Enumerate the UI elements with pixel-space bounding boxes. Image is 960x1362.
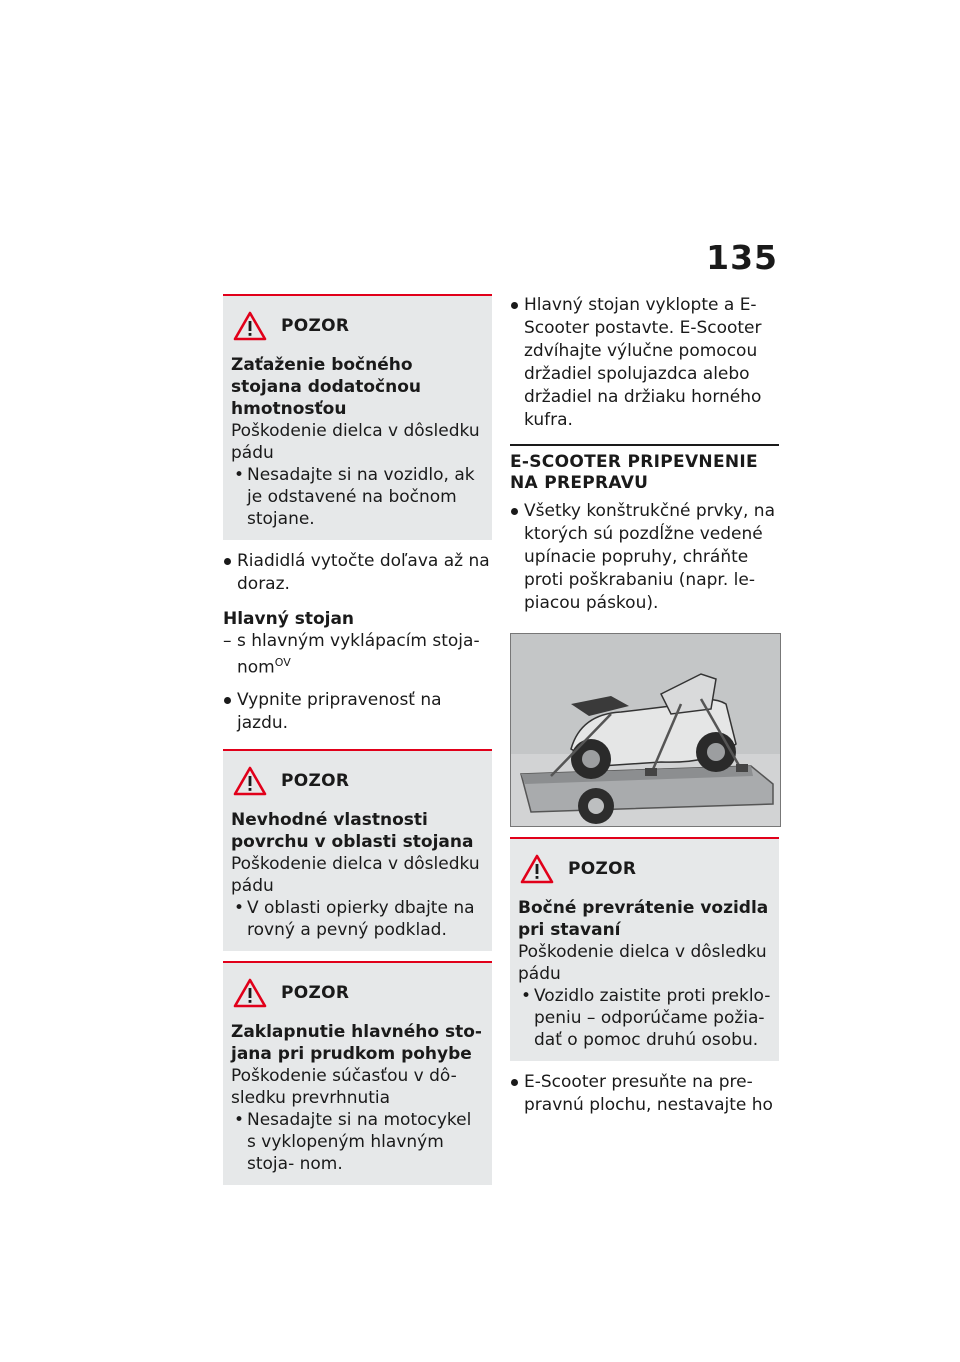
section-heading-transport: E-SCOOTER PRIPEVNENIE NA PREPRAVU	[510, 444, 779, 494]
warning-subtitle: Zaklapnutie hlavného sto- jana pri prudkom pohybe	[231, 1021, 482, 1064]
warning-item: • V oblasti opierky dbajte na rovný a pevný podklad.	[231, 897, 484, 941]
warning-label: POZOR	[281, 770, 350, 791]
warning-label: POZOR	[281, 316, 350, 336]
warning-box-surface	[223, 749, 492, 951]
warning-consequence: Poškodenie dielca v dôsledku pádu	[231, 853, 480, 896]
warning-item: • Nesadajte si na vozidlo, ak je odstavené na bočnom stojane.	[231, 464, 484, 530]
warning-consequence: Poškodenie dielca v dôsledku pádu	[518, 942, 767, 984]
warning-item: • Vozidlo zaistite proti preklo- peniu – odporúčame požia- dať o pomoc druhú osobu.	[518, 985, 771, 1051]
scooter-on-trailer-image	[510, 633, 781, 827]
instruction-step: E-Scooter presuňte na pre- pravnú plochu, nestavajte ho	[510, 1071, 779, 1117]
warning-label: POZOR	[568, 859, 637, 879]
option-superscript: OV	[274, 656, 291, 669]
instruction-step: Hlavný stojan vyklopte a E- Scooter postavte. E-Scooter zdvíhajte výlučne pomocou držadiel spolujazdca alebo držadiel na držiaku horného kufra.	[510, 294, 779, 432]
instruction-step: Všetky konštrukčné prvky, na ktorých sú pozdĺžne vedené upínacie popruhy, chráňte proti poškrabaniu (napr. le- piacou páskou).	[510, 500, 779, 615]
warning-box-stand-snap	[223, 961, 492, 1185]
warning-consequence: Poškodenie súčasťou v dô- sledku prevrhnutia	[231, 1065, 457, 1108]
instruction-step: Riadidlá vytočte doľava až na doraz.	[223, 550, 492, 596]
warning-triangle-icon	[233, 978, 267, 1008]
warning-subtitle: Bočné prevrátenie vozidla pri stavaní	[518, 898, 769, 940]
page-number: 135	[706, 238, 778, 277]
condition-text: s hlavným vyklápacím stoja- nom	[237, 631, 480, 678]
condition-item	[223, 630, 492, 679]
warning-label: POZOR	[281, 982, 350, 1003]
section-title-main-stand: Hlavný stojan	[223, 609, 355, 629]
warning-subtitle: Nevhodné vlastnosti povrchu v oblasti stojana	[231, 809, 474, 852]
warning-subtitle: Zaťaženie bočného stojana dodatočnou hmotnosťou	[231, 355, 421, 419]
warning-box-tip-over	[510, 837, 779, 1061]
instruction-step: Vypnite pripravenosť na jazdu.	[223, 689, 492, 735]
warning-triangle-icon	[233, 766, 267, 796]
warning-triangle-icon	[520, 854, 554, 884]
warning-consequence: Poškodenie dielca v dôsledku pádu	[231, 421, 480, 463]
warning-box-side-stand-load	[223, 294, 492, 540]
scooter-illustration	[511, 634, 780, 826]
left-column	[223, 294, 492, 1195]
warning-item: • Nesadajte si na motocykel s vyklopeným hlavným stoja- nom.	[231, 1109, 484, 1175]
warning-triangle-icon	[233, 311, 267, 341]
right-column	[510, 294, 779, 1127]
